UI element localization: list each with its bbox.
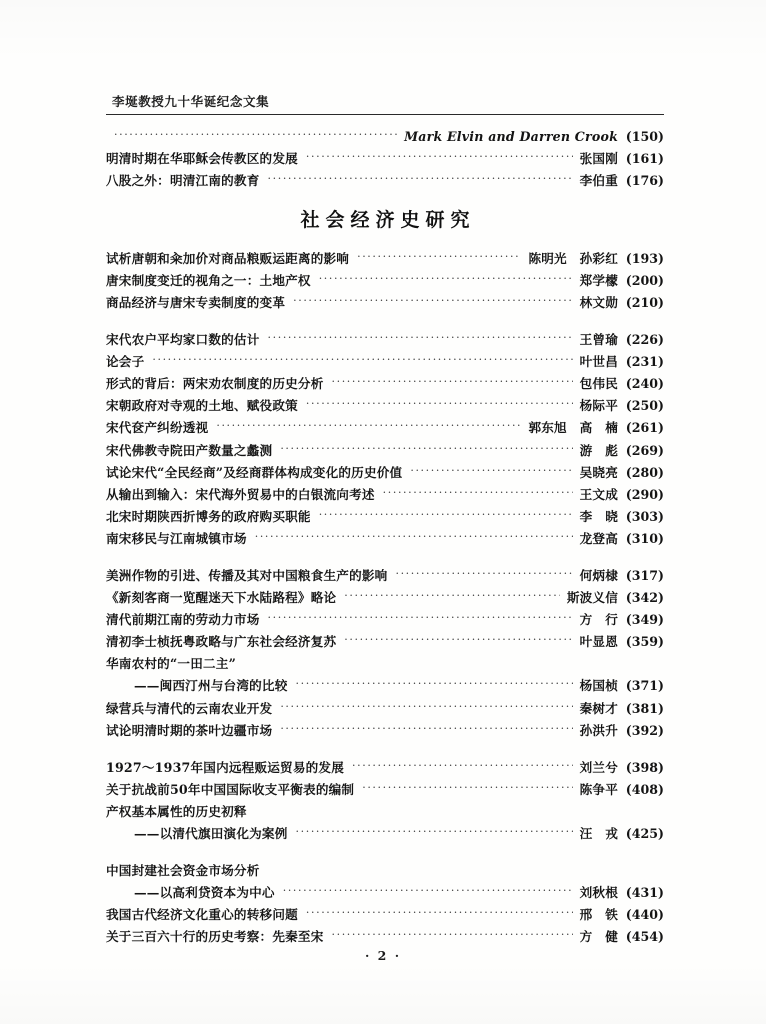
- toc-entry-page-number: (440): [625, 907, 664, 923]
- toc-entry-title: 明清时期在华耶稣会传教区的发展: [106, 151, 298, 167]
- toc-entry[interactable]: [106, 354, 664, 369]
- dot-leader: [296, 826, 573, 838]
- toc-entry-title: 我国古代经济文化重心的转移问题: [106, 907, 298, 923]
- toc-entry[interactable]: [106, 568, 664, 583]
- toc-entry[interactable]: [106, 929, 664, 944]
- toc-entry-page-number: (431): [625, 885, 664, 901]
- toc-entry-author: 斯波义信: [566, 590, 618, 606]
- toc-entry-title: 八股之外：明清江南的教育: [106, 173, 260, 189]
- toc-entry-author: 杨国桢: [579, 678, 618, 694]
- toc-entry-page-number: (381): [625, 700, 664, 716]
- toc-entry-page-number: (200): [625, 272, 664, 288]
- dot-leader: [280, 443, 572, 455]
- toc-entry-title: 宋代奁产纠纷透视: [106, 420, 209, 436]
- toc-group: [106, 863, 664, 944]
- dot-leader: [152, 354, 572, 366]
- toc-entry-title: 清代前期江南的劳动力市场: [106, 612, 260, 628]
- toc-entry-page-number: (398): [625, 759, 664, 775]
- running-head: 李埏教授九十华诞纪念文集: [112, 94, 270, 109]
- toc-entry[interactable]: [106, 701, 664, 716]
- toc-entry-author: 方 行: [579, 612, 618, 628]
- toc-entry[interactable]: [106, 398, 664, 413]
- dot-leader: [383, 487, 573, 499]
- toc-entry-title: 形式的背后：两宋劝农制度的历史分析: [106, 376, 324, 392]
- toc-entry-page-number: (231): [625, 354, 664, 370]
- toc-entry-title: ——以高利贷资本为中心: [134, 885, 275, 901]
- toc-entry-page-number: (193): [625, 250, 664, 266]
- toc-entry-author: 吴晓亮: [579, 464, 618, 480]
- toc-entry-title: 关于抗战前50年中国国际收支平衡表的编制: [106, 781, 355, 797]
- toc-entry-author: 方 健: [579, 929, 618, 945]
- toc-entry-author: 何炳棣: [579, 568, 618, 583]
- toc-entry[interactable]: [106, 885, 664, 900]
- dot-leader: [344, 634, 572, 646]
- dot-leader: [255, 804, 611, 816]
- toc-entry-page-number: (359): [625, 634, 664, 650]
- toc-group: [106, 251, 664, 310]
- toc-entry[interactable]: [106, 487, 664, 502]
- dot-leader: [362, 782, 572, 794]
- toc-entry-title: 试论宋代“全民经商”及经商群体构成变化的历史价值: [106, 464, 403, 480]
- toc-entry-title: 宋代佛教寺院田产数量之蠡测: [106, 442, 273, 458]
- toc-entry-page-number: (261): [625, 420, 664, 436]
- dot-leader: [357, 251, 521, 263]
- toc-entry-title: 论会子: [106, 354, 145, 370]
- dot-leader: [216, 420, 521, 432]
- toc-entry[interactable]: [106, 723, 664, 738]
- toc-entry[interactable]: [106, 251, 664, 266]
- dot-leader: [244, 656, 611, 668]
- toc-entry-author: 汪 戎: [579, 826, 618, 842]
- toc-entry[interactable]: [106, 531, 664, 546]
- toc-entry[interactable]: [106, 443, 664, 458]
- toc-group: [106, 760, 664, 841]
- toc-entry-author: 叶显恩: [579, 634, 618, 650]
- toc-entry[interactable]: [106, 634, 664, 649]
- dot-leader: [352, 760, 573, 772]
- dot-leader: [410, 465, 572, 477]
- group-spacer: [106, 745, 664, 760]
- dot-leader: [280, 701, 572, 713]
- toc-entry[interactable]: [106, 332, 664, 347]
- toc-entry-author: 王文成: [579, 486, 618, 502]
- toc-entry[interactable]: [106, 129, 664, 144]
- toc-entry-author: 王曾瑜: [579, 332, 618, 348]
- toc-entry-title: 唐宋制度变迁的视角之一：土地产权: [106, 272, 311, 288]
- group-spacer: [106, 848, 664, 863]
- dot-leader: [268, 173, 573, 185]
- group-spacer: [106, 317, 664, 332]
- toc-entry-author: 邢 铁: [579, 907, 618, 923]
- toc-entry-author: 龙登高: [579, 530, 618, 546]
- toc-entry-page-number: (425): [625, 826, 664, 842]
- toc-entry-author: 陈争平: [579, 781, 618, 797]
- toc-entry-author: 林文勋: [579, 294, 618, 310]
- toc-entry[interactable]: [106, 509, 664, 524]
- toc-entry-page-number: (269): [625, 442, 664, 458]
- toc-entry-page-number: (210): [625, 294, 664, 310]
- toc-entry[interactable]: [106, 376, 664, 391]
- toc-entry-title: 试析唐朝和籴加价对商品粮贩运距离的影响: [106, 250, 350, 266]
- toc-entry-title: 华南农村的“一田二主”: [106, 656, 237, 672]
- toc-group: [106, 332, 664, 545]
- toc-entry[interactable]: [106, 804, 664, 819]
- toc-entry-author: 张国刚: [579, 151, 618, 167]
- dot-leader: [332, 376, 573, 388]
- dot-leader: [319, 509, 573, 521]
- section-heading: 社会经济史研究: [300, 208, 476, 231]
- dot-leader: [255, 531, 573, 543]
- toc-entry-title: 绿营兵与清代的云南农业开发: [106, 700, 273, 716]
- toc-entry[interactable]: [106, 907, 664, 922]
- toc-entry-author: 刘秋根: [579, 885, 618, 901]
- toc-entry-page-number: (454): [625, 929, 664, 945]
- toc-entry-page-number: (342): [625, 590, 664, 606]
- continued-entries: [106, 129, 664, 188]
- toc-entry-page-number: (303): [625, 508, 664, 524]
- dot-leader: [293, 295, 572, 307]
- toc-entry-title: 清初李士桢抚粤政略与广东社会经济复苏: [106, 634, 337, 650]
- toc-entry-author: Mark Elvin and Darren Crook: [404, 129, 618, 144]
- toc-entry-title: 试论明清时期的茶叶边疆市场: [106, 722, 273, 738]
- page-content: [106, 92, 664, 952]
- toc-entry-title: 中国封建社会资金市场分析: [106, 863, 260, 879]
- dot-leader: [306, 151, 573, 163]
- toc-entry-page-number: (290): [625, 486, 664, 502]
- toc-entry-page-number: (392): [625, 722, 664, 738]
- dot-leader: [280, 723, 572, 735]
- toc-entry-page-number: (408): [625, 781, 664, 797]
- toc-entry-title: 《新刻客商一览醒迷天下水陆路程》略论: [106, 590, 337, 606]
- page-folio: · 2 ·: [364, 948, 402, 963]
- toc-entry[interactable]: [106, 612, 664, 627]
- toc-entry-page-number: (161): [625, 151, 664, 167]
- toc-entry-title: 产权基本属性的历史初释: [106, 803, 247, 819]
- toc-entry-title: 商品经济与唐宋专卖制度的变革: [106, 294, 286, 310]
- toc-entry-page-number: (250): [625, 398, 664, 414]
- toc-entry[interactable]: [106, 590, 664, 605]
- toc-entry-author: 郑学檬: [579, 272, 618, 288]
- toc-entry-title: 北宋时期陕西折博务的政府购买职能: [106, 508, 311, 524]
- toc-entry-author: 李伯重: [579, 173, 618, 189]
- dot-leader: [332, 929, 573, 941]
- toc-entry-author: 孙洪升: [579, 722, 618, 738]
- toc-entry-page-number: (226): [625, 332, 664, 348]
- toc-entry[interactable]: [106, 760, 664, 775]
- toc-entry[interactable]: [106, 295, 664, 310]
- dot-leader: [395, 568, 572, 580]
- toc-entry-page-number: (240): [625, 376, 664, 392]
- toc-entry[interactable]: [106, 826, 664, 841]
- dot-leader: [296, 678, 573, 690]
- toc-entry-author: 刘兰兮: [579, 759, 618, 775]
- toc-entry[interactable]: [106, 420, 664, 435]
- toc-entry-title: 从输出到输入：宋代海外贸易中的白银流向考述: [106, 486, 375, 502]
- toc-entry-author: 秦树才: [579, 700, 618, 716]
- dot-leader: [283, 885, 573, 897]
- dot-leader: [114, 129, 397, 141]
- dot-leader: [268, 332, 573, 344]
- toc-groups: [106, 251, 664, 944]
- toc-entry-author: 叶世昌: [579, 354, 618, 370]
- toc-entry[interactable]: [106, 273, 664, 288]
- toc-entry-page-number: (349): [625, 612, 664, 628]
- toc-entry-author: 包伟民: [579, 376, 618, 392]
- toc-entry-page-number: (150): [625, 129, 664, 144]
- toc-entry-page-number: (176): [625, 173, 664, 189]
- toc-entry-title: ——以清代旗田演化为案例: [134, 826, 288, 842]
- dot-leader: [268, 612, 573, 624]
- toc-entry[interactable]: [106, 656, 664, 671]
- dot-leader: [306, 907, 573, 919]
- toc-entry-page-number: (310): [625, 530, 664, 546]
- toc-entry[interactable]: [106, 465, 664, 480]
- toc-entry-author: 陈明光 孙彩红: [528, 250, 618, 266]
- toc-entry-title: 美洲作物的引进、传播及其对中国粮食生产的影响: [106, 568, 388, 583]
- group-spacer: [106, 553, 664, 568]
- toc-entry-author: 郭东旭 高 楠: [528, 420, 618, 436]
- toc-entry[interactable]: [106, 863, 664, 878]
- header-rule: [106, 114, 664, 115]
- toc-entry-title: 关于三百六十行的历史考察：先秦至宋: [106, 929, 324, 945]
- toc-entry-title: 南宋移民与江南城镇市场: [106, 530, 247, 546]
- toc-entry-page-number: (280): [625, 464, 664, 480]
- dot-leader: [319, 273, 573, 285]
- toc-entry-author: 李 晓: [579, 508, 618, 524]
- toc-entry-author: 游 彪: [579, 442, 618, 458]
- toc-entry-page-number: (317): [625, 568, 664, 583]
- toc-entry-title: 1927～1937年国内远程贩运贸易的发展: [106, 759, 345, 775]
- toc-entry-page-number: (371): [625, 678, 664, 694]
- toc-entry[interactable]: [106, 782, 664, 797]
- toc-entry-title: 宋代农户平均家口数的估计: [106, 332, 260, 348]
- toc-entry[interactable]: [106, 151, 664, 166]
- dot-leader: [306, 398, 573, 410]
- toc-entry-title: ——闽西汀州与台湾的比较: [134, 678, 288, 694]
- toc-entry[interactable]: [106, 173, 664, 188]
- toc-entry[interactable]: [106, 678, 664, 693]
- dot-leader: [344, 590, 560, 602]
- toc-group: [106, 568, 664, 737]
- toc-entry-author: 杨际平: [579, 398, 618, 414]
- toc-entry-title: 宋朝政府对寺观的土地、赋役政策: [106, 398, 298, 414]
- dot-leader: [268, 863, 611, 875]
